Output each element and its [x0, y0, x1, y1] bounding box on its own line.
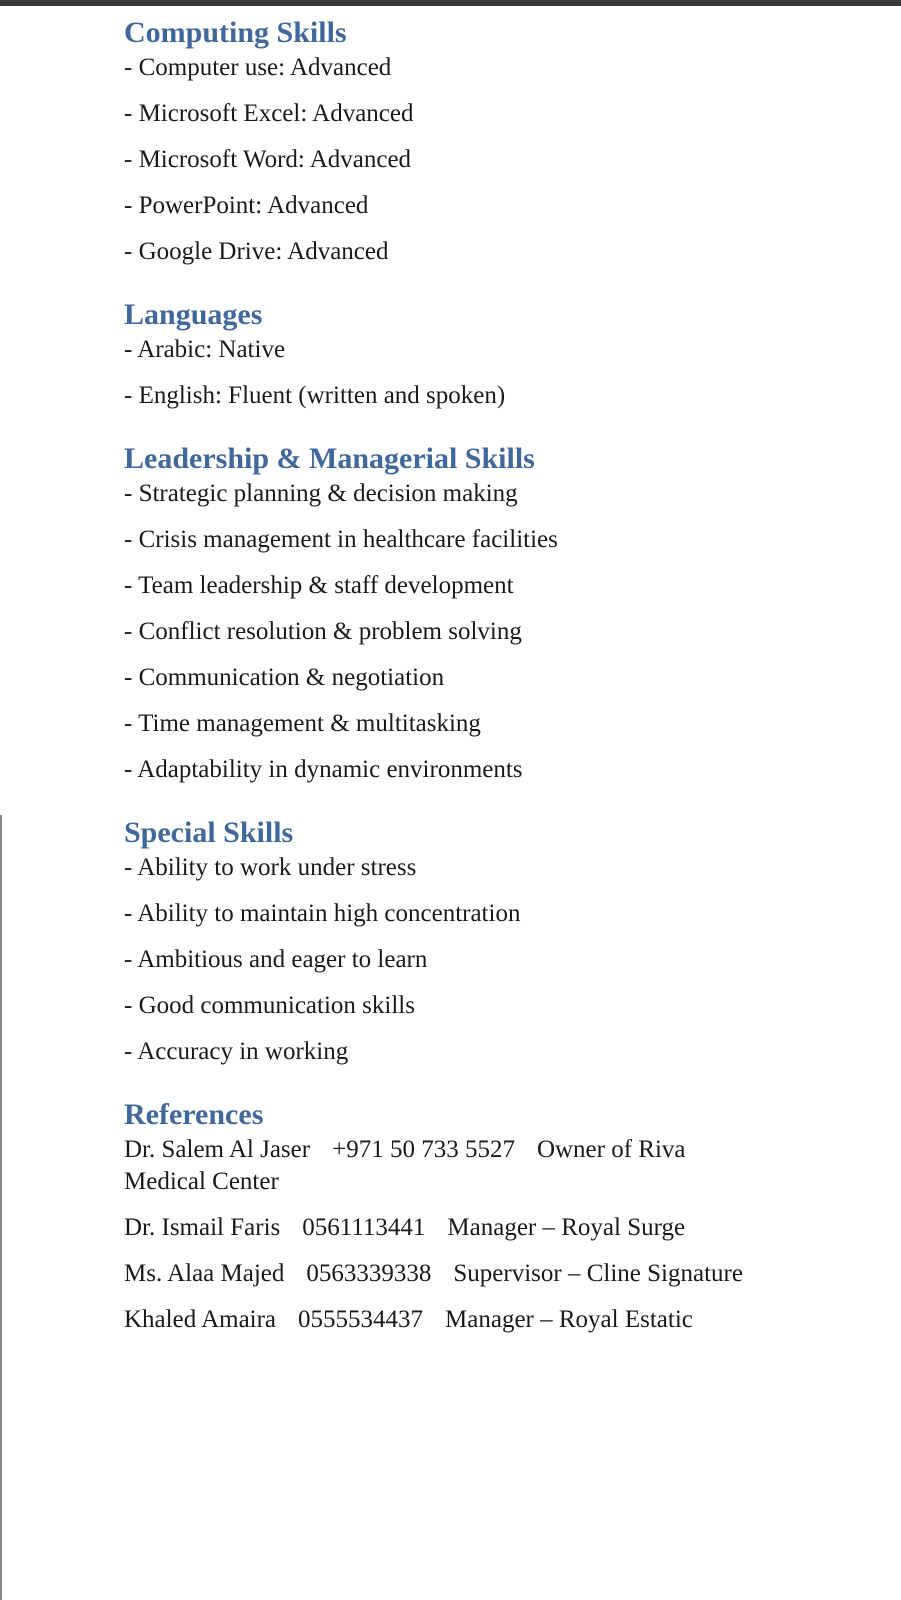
- list-item: - Microsoft Word: Advanced: [124, 146, 412, 173]
- reference-entry: [124, 1304, 764, 1336]
- list-item: - Communication & negotiation: [124, 664, 445, 691]
- list-item: - Ambitious and eager to learn: [124, 946, 428, 973]
- references-section: [124, 1096, 884, 1336]
- reference-role: Manager – Royal Surge: [447, 1214, 686, 1241]
- list-item: - Arabic: Native: [124, 336, 286, 363]
- list-item: - Time management & multitasking: [124, 710, 481, 737]
- reference-name: Ms. Alaa Majed: [124, 1260, 285, 1287]
- reference-phone: 0563339338: [306, 1260, 432, 1287]
- list-item: - Adaptability in dynamic environments: [124, 756, 523, 783]
- reference-name: Dr. Ismail Faris: [124, 1214, 281, 1241]
- list-item: - Team leadership & staff development: [124, 572, 514, 599]
- reference-name: Dr. Salem Al Jaser: [124, 1136, 311, 1163]
- languages-section: [124, 296, 884, 412]
- list-item: - English: Fluent (written and spoken): [124, 382, 506, 409]
- section-title: Leadership & Managerial Skills: [124, 442, 535, 475]
- reference-entry: [124, 1212, 764, 1244]
- skill-list: [124, 478, 884, 786]
- section-title: Computing Skills: [124, 16, 347, 49]
- language-list: [124, 334, 884, 412]
- leadership-section: [124, 440, 884, 786]
- list-item: - PowerPoint: Advanced: [124, 192, 369, 219]
- top-edge-bar: [0, 0, 901, 6]
- reference-entry: [124, 1134, 764, 1198]
- list-item: - Google Drive: Advanced: [124, 238, 389, 265]
- list-item: - Strategic planning & decision making: [124, 480, 518, 507]
- skill-list: [124, 852, 884, 1068]
- list-item: - Microsoft Excel: Advanced: [124, 100, 414, 127]
- reference-role: Owner of Riva Medical Center: [124, 1136, 686, 1195]
- reference-phone: 0561113441: [302, 1214, 426, 1241]
- list-item: - Ability to work under stress: [124, 854, 417, 881]
- list-item: - Crisis management in healthcare facilities: [124, 526, 558, 553]
- computing-skills-section: [124, 14, 884, 268]
- special-skills-section: [124, 814, 884, 1068]
- reference-entry: [124, 1258, 764, 1290]
- list-item: - Accuracy in working: [124, 1038, 349, 1065]
- section-title: Languages: [124, 298, 263, 331]
- reference-phone: 0555534437: [298, 1306, 424, 1333]
- skill-list: [124, 52, 884, 268]
- list-item: - Ability to maintain high concentration: [124, 900, 521, 927]
- list-item: - Computer use: Advanced: [124, 54, 392, 81]
- left-edge-line: [0, 815, 2, 1600]
- section-title: Special Skills: [124, 816, 294, 849]
- list-item: - Conflict resolution & problem solving: [124, 618, 522, 645]
- section-title: References: [124, 1098, 264, 1131]
- reference-name: Khaled Amaira: [124, 1306, 277, 1333]
- reference-phone: +971 50 733 5527: [332, 1136, 515, 1163]
- resume-page: [124, 14, 884, 1336]
- reference-role: Manager – Royal Estatic: [445, 1306, 693, 1333]
- reference-role: Supervisor – Cline Signature: [453, 1260, 743, 1287]
- list-item: - Good communication skills: [124, 992, 415, 1019]
